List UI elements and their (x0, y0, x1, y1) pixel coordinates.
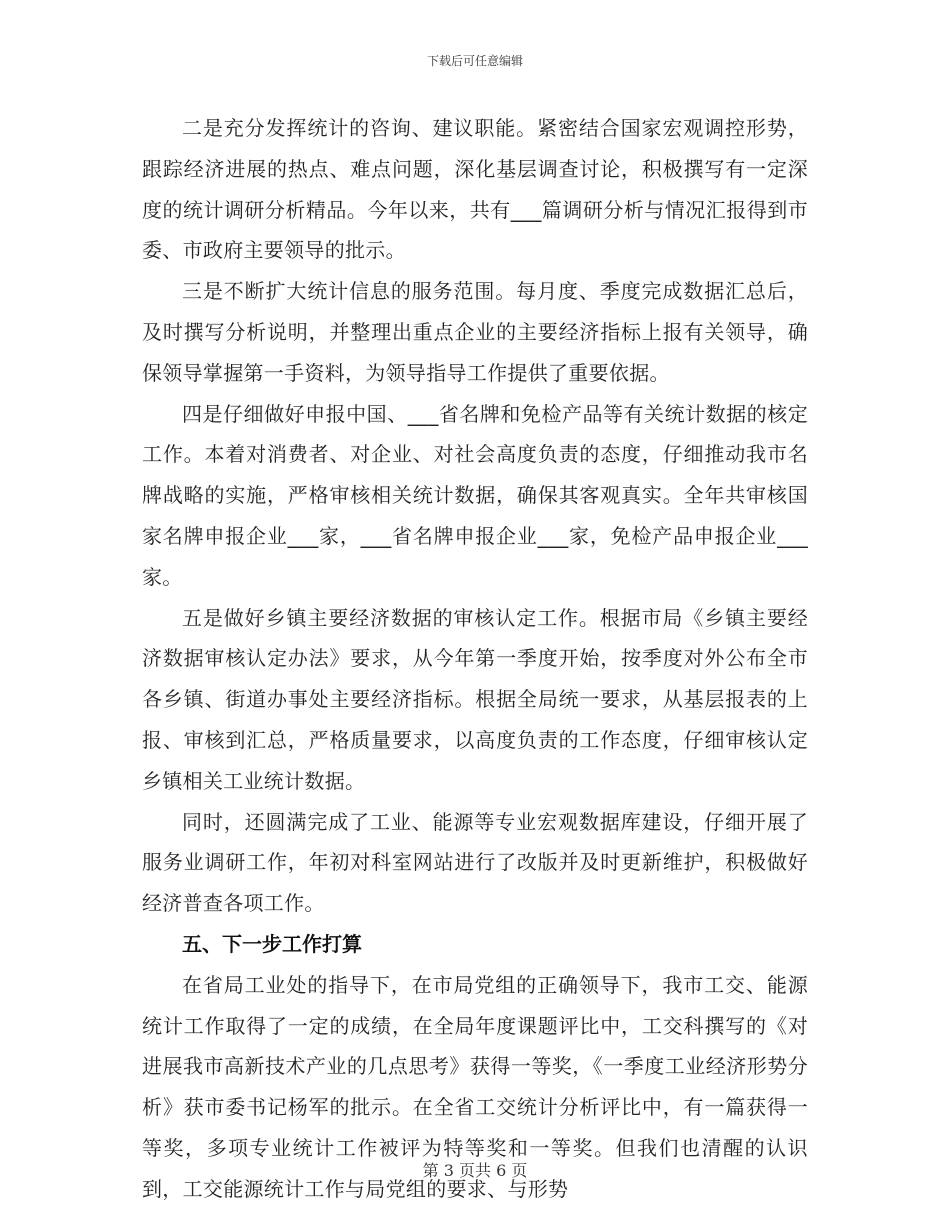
paragraph-5: 五是做好乡镇主要经济数据的审核认定工作。根据市局《乡镇主要经济数据审核认定办法》要求，从今年第一季度开始，按季度对外公布全市各乡镇、街道办事处主要经济指标。根据全局统一要求，从基层报表的上报、审核到汇总，严格质量要求，以高度负责的工作态度，仔细审核认定乡镇相关工业统计数据。 (142, 605, 808, 793)
paragraph-3: 三是不断扩大统计信息的服务范围。每月度、季度完成数据汇总后，及时撰写分析说明，并整理出重点企业的主要经济指标上报有关领导，确保领导掌握第一手资料，为领导指导工作提供了重要依据。 (142, 279, 808, 385)
paragraph-also: 同时，还圆满完成了工业、能源等专业宏观数据库建设，仔细开展了服务业调研工作，年初对科室网站进行了改版并及时更新维护，积极做好经济普查各项工作。 (142, 809, 808, 916)
document-body (142, 108, 808, 1210)
section-heading: 五、下一步工作打算 (182, 931, 362, 956)
page-footer: 第 3 页共 6 页 (422, 1161, 528, 1180)
page-header: 下载后可任意编辑 (426, 54, 523, 68)
paragraph-2: 二是充分发挥统计的咨询、建议职能。紧密结合国家宏观调控形势，跟踪经济进展的热点、难点问题，深化基层调查讨论，积极撰写有一定深度的统计调研分析精品。今年以来，共有___篇调研分析与情况汇报得到市委、市政府主要领导的批示。 (142, 116, 808, 263)
paragraph-4: 四是仔细做好申报中国、___省名牌和免检产品等有关统计数据的核定工作。本着对消费者、对企业、对社会高度负责的态度，仔细推动我市名牌战略的实施，严格审核相关统计数据，确保其客观真实。全年共审核国家名牌申报企业___家，___省名牌申报企业___家，免检产品申报企业___家。 (142, 401, 808, 589)
paragraph-next-plan: 在省局工业处的指导下，在市局党组的正确领导下，我市工交、能源统计工作取得了一定的成绩，在全局年度课题评比中，工交科撰写的《对进展我市高新技术产业的几点思考》获得一等奖，《一季度工业经济形势分析》获市委书记杨军的批示。在全省工交统计分析评比中，有一篇获得一等奖，多项专业统计工作被评为特等奖和一等奖。但我们也清醒的认识到，工交能源统计工作与局党组的要求、与形势 (142, 972, 808, 1201)
